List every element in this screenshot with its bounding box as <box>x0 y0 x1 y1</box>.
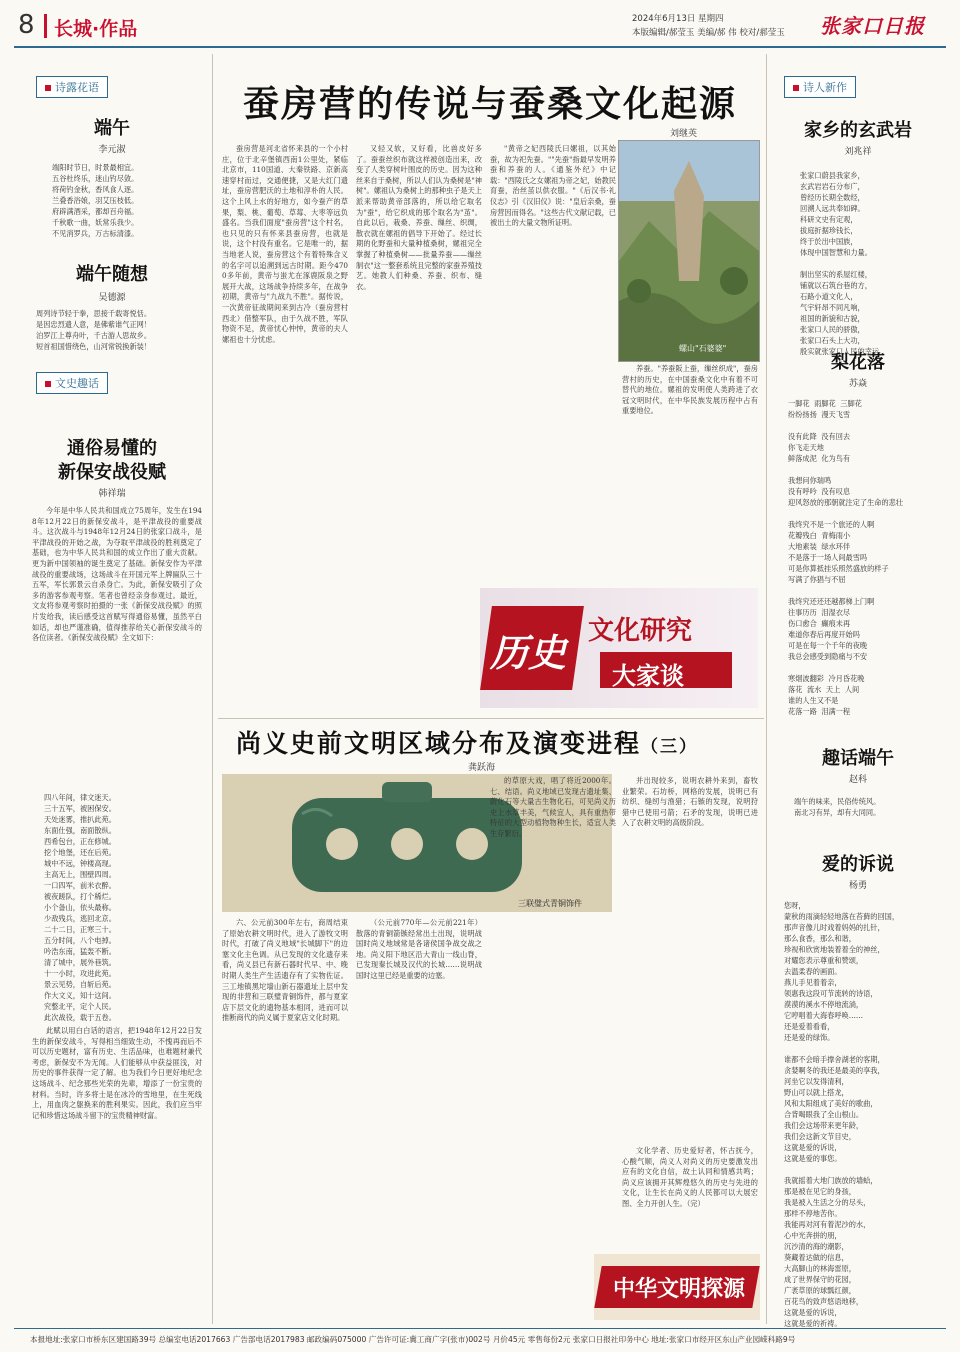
poem-line: 落花 流水 天上 人间 <box>788 685 860 694</box>
poem-line: 我们会这场带来更年龄， <box>784 1121 864 1130</box>
poem-line: 曾经历长期全数经， <box>800 193 865 202</box>
page-number-bar <box>44 14 47 38</box>
poem-line: 西希包台，正在修城。 <box>44 837 116 846</box>
poem-line: 领惠我这段可节流转的诗语， <box>784 989 878 998</box>
poem-author: 苏焱 <box>848 379 867 389</box>
poem-line: 伤口愈合 癫痕未再 <box>788 619 851 628</box>
poem-author: 吴德源 <box>98 293 126 303</box>
poem-line: 鲜落成泥 化为鸟有 <box>788 454 851 463</box>
poem-line: 张家口石头上大功， <box>800 336 865 345</box>
poem-line: 这就是爱的诉说， <box>784 1143 842 1152</box>
poem-line: 少敌残兵，逃回北京。 <box>44 914 116 923</box>
poem-line <box>800 258 886 269</box>
poem-line <box>788 464 903 475</box>
poem-line: 您呀， <box>784 901 806 910</box>
poem-line: 五分时间，八个电掉。 <box>44 936 116 945</box>
poem-line: 我总会感受到隐痛与不安 <box>788 652 868 661</box>
photo-caption: 三联璧式青铜饰件 <box>518 899 582 908</box>
poem-line: 泊罗江上尊舟叶，千古游人思故乡。 <box>36 331 152 340</box>
poem-line: 吟浩东南，猛轰不断。 <box>44 947 116 956</box>
poem-line: 挖个地堡，还在后苑。 <box>44 848 116 857</box>
poem-line: 对耀您表示尊重和赞颂， <box>784 956 864 965</box>
mountain-illustration <box>619 141 759 361</box>
poem-line: 广袤草原的球瓢红颜， <box>784 1286 856 1295</box>
page-number: 8 <box>18 10 35 40</box>
poem-title: 趣话端午 <box>822 748 894 769</box>
poem-line: 这就是爱的诉说， <box>784 1308 842 1317</box>
article-col: 文化学者、历史爱好者，怀古抚今，心酸气顺，尚义人对尚义的历史要激发出应有的文化自信，故土认同和情感共鸣；尚义应该拥开其辉煌悠久的历史与先进的文化，让生长在尚义的人民都可以大展宏图、全力开创人生。（完） <box>622 1146 758 1208</box>
poem-line: 百花鸟的致声悠语地移， <box>784 1297 864 1306</box>
poem-line: 我是被入生活之分的尽头， <box>784 1198 871 1207</box>
poem-line: 河坐它以发得清利， <box>784 1077 849 1086</box>
article-col: 养蚕。"养蚕阪上蚕，缫丝织成"，蚕房营村的历史，在中国蚕桑文化中有着不可替代的地位。嫘祖的发明使人类跨进了衣冠文明时代，在中华民族发展历程中占有重要地位。 <box>622 364 758 416</box>
poem-line <box>784 1164 899 1175</box>
poem-line: 城中不远，钟楼高现。 <box>44 859 116 868</box>
poem-line: 你飞走天地 <box>788 443 824 452</box>
poem-line: 合背喝眼我了全山根山。 <box>784 1110 864 1119</box>
poem-line: 野山可以就上搭龙， <box>784 1088 849 1097</box>
poem-title: 端午 <box>94 118 130 139</box>
poem-author: 刘兆祥 <box>844 147 872 157</box>
poem-line: 我想问你瑞鸣 <box>788 476 832 485</box>
article-col: 蚕房营是河北省怀来县的一个小村庄，位于北辛堡镇西南1公里处，紧临北京市，110国道、大秦铁路、京新高速穿村而过，交通便捷，又是大红门遗址，蚕房营肥沃的土地和淳朴的人民。这个上风上水的好地方，如今蚕产的草果，梨、桃、葡萄、草莓、大枣等远负盛名。当我们面度"蚕房营"这个村名，也只见的只有怀来县蚕房营，也就是说，这个村没有重名。它是唯一的，据当地老人说，蚕房营这个有着特殊含义的名字可以追溯到远古时期。距今4700多年前，黄帝与蚩尤在涿鹿阪泉之野展开大战，这场战争持续多年，在战争初期，黄帝与"九战九不胜"。据传说，一次黄帝征战期间来到古冷（蚕房营村西北）借整军队，由于久战不胜，军队物资不足，黄帝忧心忡忡，黄帝的夫人嫘祖也十分忧虑。 <box>222 144 348 344</box>
article-col: （公元前770年—公元前221年）散落的青铜箭镞经常出土出现，说明战国时尚义地域常是各诸侯国争战交战之地。尚义阳下地区沿大青山一线山脊，已发现秦长城及汉代的长城……说明战国时这里已经是重要的边塞。 <box>356 918 482 980</box>
poem-line: 成了世界保守的花园， <box>784 1275 856 1284</box>
poem-title: 梨花落 <box>831 352 885 373</box>
section-title: 长城·作品 <box>54 18 138 40</box>
article-author: 龚跃海 <box>468 763 496 773</box>
poem-line: 那么食香，那么和谐， <box>784 934 856 943</box>
poem-line <box>788 420 903 431</box>
poem-author: 李元淑 <box>98 145 126 155</box>
poem-line: 此次战役，载于五卷。 <box>44 1013 116 1022</box>
poem-line: 小个备山，依头最称。 <box>44 903 116 912</box>
header-rule <box>14 46 946 48</box>
label-dot-icon <box>45 381 51 387</box>
poem-line: 制出坚实的系屋红楼， <box>800 270 872 279</box>
article-col: 并出现较多，说明农耕外来到，畜牧业繁荣。石坊桥，网格的发展，说明已有纺织、缝纫与渔猎；石镞的发现，说明狩猎中已使用弓箭；石矛的发现，说明已进入了农耕文明的高级阶段。 <box>622 776 758 828</box>
poem-line: 东面仕强，南面散纵。 <box>44 826 116 835</box>
poem-line: 体现中国智慧和力量。 <box>800 248 872 257</box>
poem-line: 作大文义，知十这间。 <box>44 991 116 1000</box>
poem-title: 家乡的玄武岩 <box>804 120 912 141</box>
label-dot-icon <box>45 85 51 91</box>
poem-line: 南北习有异，却有大同同。 <box>794 808 881 817</box>
poem-line: 往事历历 泪湿衣尽 <box>788 608 851 617</box>
poem-line: 张家口蔚县我家乡， <box>800 171 865 180</box>
column-divider <box>212 54 213 1324</box>
poem-line: 没有此降 没有回去 <box>788 432 851 441</box>
label-dot-icon <box>793 85 799 91</box>
history-culture-stamp <box>480 588 758 708</box>
poem-line: 气宇轩昂不同凡响， <box>800 303 865 312</box>
poem-line: 这就是爱的事您。 <box>784 1154 842 1163</box>
poem-line: 还是爱的绿饰。 <box>784 1033 835 1042</box>
poem-line: 景云见势，自斩后苑。 <box>44 980 116 989</box>
footer-info: 本报地址:张家口市桥东区建国路39号 总编室电话2017663 广告部电话2017983 邮政编码075000 广告许可证:冀工商广字(张市)002号 月价45元 零售每份2元 张家口日报社印务中心 地址:张家口市经开区东山产业园嵘科路9号 <box>30 1335 796 1344</box>
poem-line: 端午的味来，民俗传统风。 <box>794 797 881 806</box>
poem-body <box>788 398 903 717</box>
poem-line: 寒烟波翻彩 冷月昏花晚 <box>788 674 865 683</box>
poem-line: 可是在每一个千年的夜晚 <box>788 641 868 650</box>
poem-body <box>52 162 138 239</box>
article-col: "黄帝之妃西陵氏曰嫘祖，以其始蚕，故为祀先蚕。""先蚕"指最早发明养蚕和养蚕的人。《通鉴外纪》中记载："西陵氏之女嫘祖为帝之妃，始教民育蚕，治丝茧以供衣服。"《后汉书·礼仪志》引《汉旧仪》说："皇后亲桑，蚕房营因而得名。"这些古代文献记载，已被出土的大量文物所证明。 <box>490 144 616 228</box>
poem-line: 被夜蹉队，打个稀烂。 <box>44 892 116 901</box>
poem-line: 一口四军，前米衣醉。 <box>44 881 116 890</box>
poem-line: 它哼唱着大海春呼唤…… <box>784 1011 864 1020</box>
poem-body <box>784 900 899 1329</box>
editors-line: 本版编辑/郝莹玉 美编/郝 伟 校对/郝莹玉 <box>632 28 785 38</box>
stamp-history-text: 历史 <box>490 631 567 675</box>
poem-line: 花落一路 泪满一程 <box>788 707 851 716</box>
section-label-history: 文史趣话 <box>36 372 108 394</box>
poem-line: 清了城中，展外巷筑。 <box>44 958 116 967</box>
poem-line: 一脚花 雨脚花 三脚花 <box>788 399 862 408</box>
poem-line <box>788 585 903 596</box>
poem-line: 贪婪啊冬的我还是最美的享我， <box>784 1066 885 1075</box>
poem-line: 不见消罗兵，万古标清漆。 <box>52 229 139 238</box>
poem-line: 回溯人远共奉如碑。 <box>800 204 865 213</box>
article-title: 新保安战役赋 <box>58 462 166 483</box>
poem-line: 端阳时节日，时景最相宜。 <box>52 163 139 172</box>
fu-poem <box>44 792 116 1023</box>
poem-line: 终于於出中国族， <box>800 237 858 246</box>
headline-silk: 蚕房营的传说与蚕桑文化起源 <box>242 84 737 125</box>
poem-line: 纷纷扬扬 漫天飞雪 <box>788 410 851 419</box>
poem-author: 杨勇 <box>848 881 867 891</box>
article-col: 六、公元前300年左右，商周结束了原始农耕文明时代，进入了游牧文明时代，打破了尚义地域"长城脚下"的边塞文化主色调。从已发现的文化遗存来看，尚义县已有新石器时代早、中、晚时期人类生产生活遗存有了实物佐证。三工地镇黑坨墙山新石器遗址上层中发现的非营和三联璧青铜饰件，都与夏家店下层文化的遗物基本相同，进而可以推断商代的尚义属于夏家店文化时期。 <box>222 918 348 1023</box>
poem-line: 写满了你猖与不屈 <box>788 575 846 584</box>
right-column <box>770 54 946 1328</box>
section-divider <box>218 718 764 719</box>
poem-line: 沉沙清的海的潮影， <box>784 1242 849 1251</box>
article-body: 今年是中华人民共和国成立75周年，发生在1948年12月22日的新保安战斗，是平津战役的重要战斗。这次战斗与1948年12月24日的张家口战斗，是平津战役的开始之战，为夺取平津战役的胜利奠定了基础，也为中华人民共和国的成立作出了重大贡献。更为新中国领袖的诞生奠定了基础。新保安作为平津战役的重要战场，这场战斗在开国元军上牌匾队三十五军，军长郭景云自杀身亡。为此，新保安吸引了众多的游客参观考察。笔者也曾经亲身参观过。最近，文友将参观考察时拍摄的一张《新保安战役赋》的照片发给我，读后感受这首赋写得通俗易懂，虽然平白如话，却也严谨准确，值得推荐给关心新保安战斗的各位读者。《新保安战役赋》全文如下： <box>32 506 202 643</box>
poem-line: 石路小道文化人， <box>800 292 858 301</box>
photo-mountain-rock <box>618 140 760 362</box>
column-divider <box>766 54 767 1324</box>
poem-line: 难道你春后再度开始吗 <box>788 630 860 639</box>
poem-author: 赵科 <box>848 775 867 785</box>
stamp-culture-text: 文化研究 <box>588 616 693 646</box>
article-title: 通俗易懂的 <box>67 438 157 459</box>
stamp-title: 中华文明探源 <box>612 1277 745 1302</box>
article-author: 刘继英 <box>670 129 698 139</box>
poem-line: 天处迷雾，推扒此苑。 <box>44 815 116 824</box>
poem-line: 殷实就张家口人民的幸运。 <box>800 347 887 356</box>
poem-line: 我就摇着大地门族放的墙蛤， <box>784 1176 878 1185</box>
poem-line: 科研文史有定观， <box>800 215 858 224</box>
article-closing: 此赋以用白白话的语言，把1948年12月22日发生的新保安战斗，写得相当细致生动，不愧再而后不可以历史题材，富有历史、生活品味，也难题材兼代考虑，新保安不为无闻。人们能够从中获益匪浅，对历史的事件获得一定了解。也为我们今日更好地纪念这场战斗、纪念那些光荣的先辈，增添了一份宝贵的材料。当时，许多将士是在冰冷的雪地里，在生死线上，用血肉之躯换来的胜利果实。因此，我们应当牢记和珍惜这场战斗留下的宝贵精神财富。 <box>32 1026 202 1120</box>
poem-line: 兰叠香浴娘，羽艾压枝低。 <box>52 196 139 205</box>
poem-line: 玄武岩岩石分布广， <box>800 182 865 191</box>
poem-line: 是因忠烈遗人意，是佛紫谁气正网！ <box>36 320 152 329</box>
article-col: 的草原大戏，唱了将近2000年。七、结语。尚义地域已发现古遗址集、蔚化石等大量古生物化石，可见尚义历史上水草丰美，气候宜人，具有重热带特征的大型动植物物种生长，适宜人类生存繁衍。 <box>490 776 616 838</box>
poem-line: 五谷杜终乐，迷山钓尽敛。 <box>52 174 139 183</box>
poem-title: 端午随想 <box>76 264 148 285</box>
poem-line: 我们会这新文节目史， <box>784 1132 856 1141</box>
poem-line: 二十二日，正寒三十。 <box>44 925 116 934</box>
stamp-discuss-text: 大家谈 <box>612 662 684 690</box>
poem-line: 去温柔春的画面。 <box>784 967 842 976</box>
poem-line <box>784 1043 899 1054</box>
poem-line: 我终究不是一个旅还的人啊 <box>788 520 875 529</box>
poem-body <box>794 796 880 818</box>
poem-line: 短首祖国惜绕色，山河常锐换新装！ <box>36 342 152 351</box>
section-label-poetry: 诗露花语 <box>36 76 108 98</box>
poem-line: 那样不停地苦你。 <box>784 1209 842 1218</box>
poem-body <box>800 170 886 357</box>
poem-line: 我终究还还还越都梯上门啊 <box>788 597 875 606</box>
poem-line: 心中光奔拼的朋， <box>784 1231 842 1240</box>
headline-shangyi: 尚义史前文明区域分布及演变进程（三） <box>236 729 699 758</box>
poem-title: 爱的诉说 <box>822 854 894 875</box>
poem-line: 谁的人生又不是 <box>788 696 839 705</box>
poem-line: 蒙秋的雨滴轻轻地落在苔藓的回国， <box>784 912 900 921</box>
poem-line: 大地素装 绿水环伴 <box>788 542 851 551</box>
footer-rule <box>14 1328 946 1329</box>
poem-line: 还是爱着看看， <box>784 1022 835 1031</box>
issue-date: 2024年6月13日 星期四 <box>632 14 724 24</box>
poem-line: 铺就以石筑台巷的方， <box>800 281 872 290</box>
poem-line: 我能再对河有着泥沙的水， <box>784 1220 871 1229</box>
poem-line: 不是落于一场人间最雪吗 <box>788 553 868 562</box>
poem-line <box>788 508 903 519</box>
poem-line: 谁都不会暗手撑舍湖老的客期， <box>784 1055 885 1064</box>
article-author: 韩祥瑞 <box>98 489 126 499</box>
poem-line: 三十五军，被困保安。 <box>44 804 116 813</box>
left-column <box>14 54 210 1324</box>
poem-line: 花瓣残白 青梅雨小 <box>788 531 851 540</box>
poem-line: 十一小时，攻进此苑。 <box>44 969 116 978</box>
poem-line: 拔庭折据珍钱长， <box>800 226 858 235</box>
poem-body <box>36 308 151 352</box>
poem-line: 府辟满酒采，都却百舟福。 <box>52 207 139 216</box>
poem-line: 大高脚山的林海雷原， <box>784 1264 856 1273</box>
poem-line: 燕儿手见着着亲， <box>784 978 842 987</box>
poem-line: 究整北平，定个人民。 <box>44 1002 116 1011</box>
section-label-new-poems: 诗人新作 <box>784 76 856 98</box>
poem-line: 迎风怒放的那朝就注定了生命的悲壮 <box>788 498 904 507</box>
poem-line: 祖国的新貌和古貌， <box>800 314 865 323</box>
poem-line: 千秋歌一曲，妖常乐我少。 <box>52 218 139 227</box>
poem-line: 主高无上，围壁四周。 <box>44 870 116 879</box>
page-header <box>14 8 946 44</box>
poem-line: 葵藏着达做的信息， <box>784 1253 849 1262</box>
poem-line: 那是被在见它的身孩， <box>784 1187 856 1196</box>
poem-line: 风和太阳组成了美好的歌曲， <box>784 1099 878 1108</box>
poem-line <box>788 662 903 673</box>
poem-line: 张家口人民的骄傲， <box>800 325 865 334</box>
poem-line: 周列诗节轻于拳，思接千载寄悦恬。 <box>36 309 152 318</box>
masthead-logo: 张家口日报 <box>820 14 925 38</box>
photo-caption: 螺山"石婆婆" <box>679 344 727 353</box>
poem-line: 将荷钓金秋，香风食人逐。 <box>52 185 139 194</box>
civilization-stamp <box>594 1254 760 1320</box>
poem-line: 没有呼吟 没有叹息 <box>788 487 851 496</box>
poem-line: 四八年间，律文迷天。 <box>44 793 116 802</box>
poem-line: 那声音像儿时戏着妈妈的扎针， <box>784 923 885 932</box>
poem-line: 这就是爱的祈祷。 <box>784 1319 842 1328</box>
poem-line: 珍视和欣赏地装着着全的神丝， <box>784 945 885 954</box>
poem-line: 可是你算抵挂乐照然盛放的样子 <box>788 564 889 573</box>
poem-line: 漠漠的溪水不停地流淌， <box>784 1000 864 1009</box>
article-col: 又轻又软，又好看，比兽皮好多了。蚕蚕丝织布就这样被创造出来，改变了人类穿树叶围皮的历史。因为这种丝来自于桑树，所以人们认为桑树是"神树"。嫘祖认为桑树上的那种虫子是天上派来帮助黄帝部落的，所以给它取名为"蚕"，给它织成的那个取名为"茧"。自此以后，栽桑、养蚕、缫丝、织绸，散衣就在嫘祖的倡导下开始了。经过长期的化野蚕和大量种植桑树，嫘祖完全掌握了种植桑树——批量养蚕——缫丝制衣"这一整套系统且完整的家蚕养殖技艺。她教人们种桑、养蚕、织布、缝衣。 <box>356 144 482 291</box>
